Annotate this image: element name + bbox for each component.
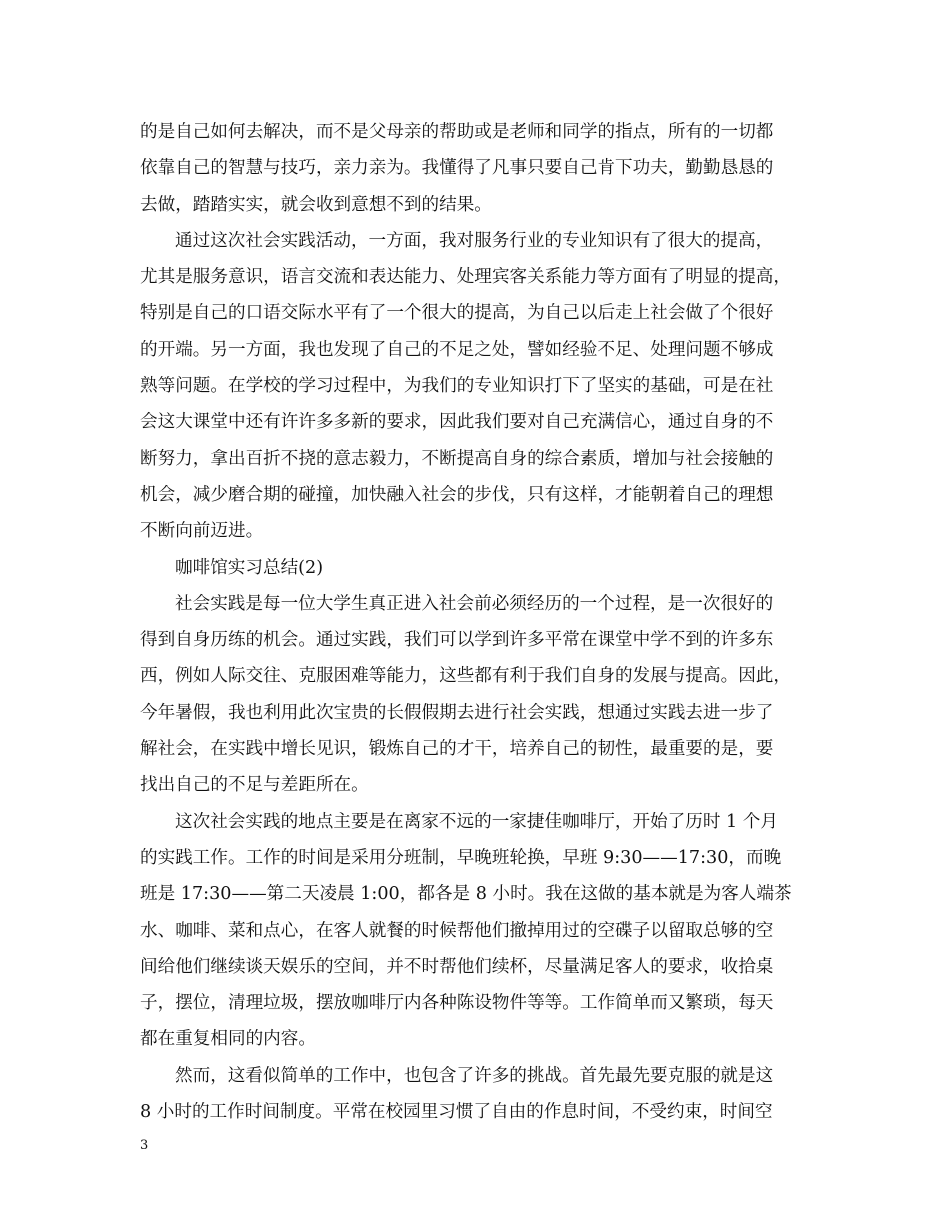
paragraph: [140, 586, 820, 804]
text-line: 去做，踏踏实实，就会收到意想不到的结果。: [140, 194, 492, 215]
text-line: 西，例如人际交往、克服困难等能力，这些都有利于我们自身的发展与提高。因此，: [140, 666, 791, 687]
paragraph: [140, 550, 820, 586]
paragraph: [140, 804, 820, 1058]
text-line: 然而，这看似简单的工作中，也包含了许多的挑战。首先最先要克服的就是这: [175, 1065, 774, 1086]
text-line: 熟等问题。在学校的学习过程中，为我们的专业知识打下了坚实的基础，可是在社: [140, 376, 774, 397]
text-line: 机会，减少磨合期的碰撞，加快融入社会的步伐，只有这样，才能朝着自己的理想: [140, 484, 774, 505]
text-line: 咖啡馆实习总结(2): [175, 557, 324, 578]
text-line: 水、咖啡、菜和点心，在客人就餐的时候帮他们撤掉用过的空碟子以留取总够的空: [140, 920, 774, 941]
text-line: 班是 17:30——第二天凌晨 1:00，都各是 8 小时。我在这做的基本就是为客人端茶: [140, 884, 792, 905]
text-line: 找出自己的不足与差距所在。: [140, 775, 369, 796]
text-line: 会这大课堂中还有许许多多新的要求，因此我们要对自己充满信心，通过自身的不: [140, 412, 774, 433]
paragraph: [140, 114, 820, 223]
text-line: 通过这次社会实践活动，一方面，我对服务行业的专业知识有了很大的提高，: [175, 230, 774, 251]
text-line: 间给他们继续谈天娱乐的空间，并不时帮他们续杯，尽量满足客人的要求，收拾桌: [140, 956, 774, 977]
text-line: 特别是自己的口语交际水平有了一个很大的提高，为自己以后走上社会做了个很好: [140, 303, 774, 324]
text-line: 依靠自己的智慧与技巧，亲力亲为。我懂得了凡事只要自己肯下功夫，勤勤恳恳的: [140, 158, 774, 179]
document-body: [140, 114, 820, 1130]
page-number: 3: [140, 1138, 149, 1153]
text-line: 的开端。另一方面，我也发现了自己的不足之处，譬如经验不足、处理问题不够成: [140, 339, 774, 360]
text-line: 的实践工作。工作的时间是采用分班制，早晚班轮换，早班 9:30——17:30，而晚: [140, 847, 782, 868]
text-line: 解社会，在实践中增长见识，锻炼自己的才干，培养自己的韧性，最重要的是，要: [140, 739, 774, 760]
text-line: 社会实践是每一位大学生真正进入社会前必须经历的一个过程，是一次很好的: [175, 593, 774, 614]
paragraph: [140, 223, 820, 550]
paragraph: [140, 1058, 820, 1131]
text-line: 不断向前迈进。: [140, 521, 264, 542]
text-line: 8 小时的工作时间制度。平常在校园里习惯了自由的作息时间，不受约束，时间空: [140, 1102, 773, 1123]
text-line: 的是自己如何去解决，而不是父母亲的帮助或是老师和同学的指点，所有的一切都: [140, 122, 774, 142]
text-line: 这次社会实践的地点主要是在离家不远的一家捷佳咖啡厅，开始了历时 1 个月: [175, 811, 778, 832]
text-line: 断努力，拿出百折不挠的意志毅力，不断提高自身的综合素质，增加与社会接触的: [140, 448, 774, 469]
text-line: 得到自身历练的机会。通过实践，我们可以学到许多平常在课堂中学不到的许多东: [140, 630, 774, 651]
text-line: 尤其是服务意识，语言交流和表达能力、处理宾客关系能力等方面有了明显的提高，: [140, 267, 791, 288]
text-line: 子，摆位，清理垃圾，摆放咖啡厅内各种陈设物件等等。工作简单而又繁琐，每天: [140, 993, 774, 1014]
text-line: 都在重复相同的内容。: [140, 1029, 316, 1050]
text-line: 今年暑假，我也利用此次宝贵的长假假期去进行社会实践，想通过实践去进一步了: [140, 702, 774, 723]
